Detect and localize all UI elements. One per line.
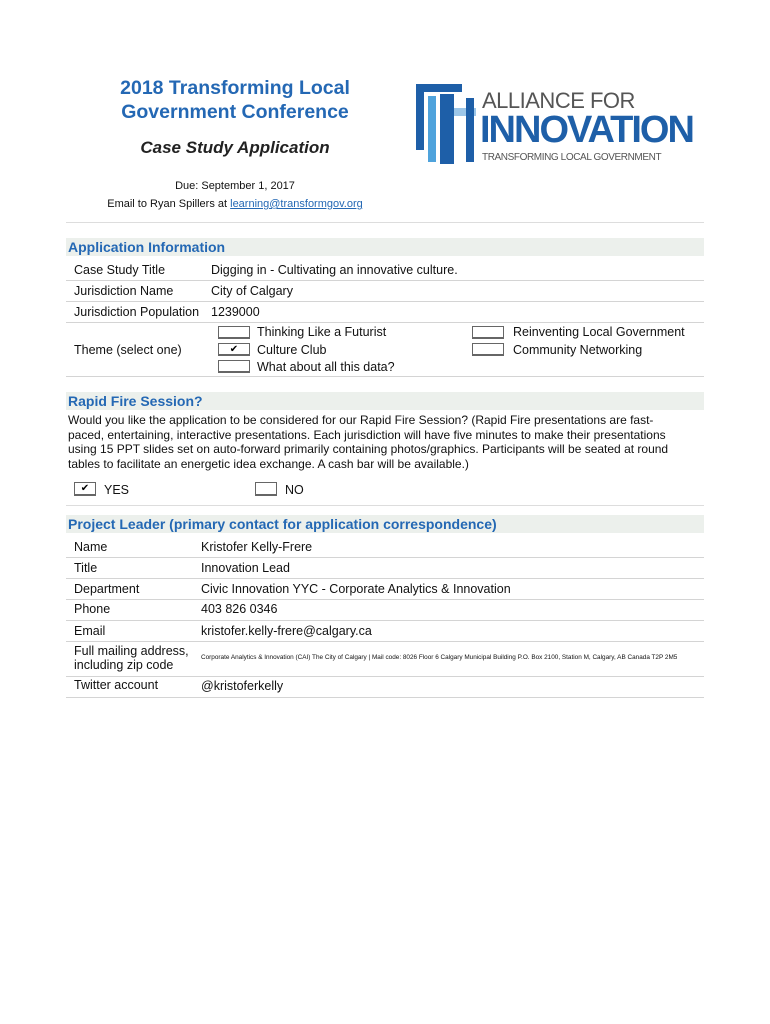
theme-checkbox-community[interactable] — [472, 343, 504, 356]
title-line-1: 2018 Transforming Local — [120, 77, 350, 99]
email-link[interactable]: learning@transformgov.org — [230, 198, 363, 210]
due-date: Due: September 1, 2017 — [175, 180, 295, 192]
leader-title-label: Title — [74, 561, 98, 575]
email-prefix: Email to Ryan Spillers at — [107, 198, 231, 210]
case-study-title-value[interactable]: Digging in - Cultivating an innovative culture. — [211, 263, 458, 277]
rapid-fire-no-label: NO — [285, 483, 304, 497]
jurisdiction-name-label: Jurisdiction Name — [74, 284, 174, 298]
case-study-title-label: Case Study Title — [74, 263, 166, 277]
leader-twitter-row — [66, 677, 704, 698]
leader-email-label: Email — [74, 624, 106, 638]
logo-line-3: TRANSFORMING LOCAL GOVERNMENT — [482, 152, 662, 163]
theme-label-culture-club: Culture Club — [257, 343, 327, 357]
logo-line-1: ALLIANCE FOR — [482, 88, 635, 113]
leader-phone-value[interactable]: 403 826 0346 — [201, 602, 278, 616]
jurisdiction-name-value[interactable]: City of Calgary — [211, 284, 293, 298]
leader-phone-row — [66, 600, 704, 621]
theme-checkbox-futurist[interactable] — [218, 326, 250, 339]
leader-twitter-label: Twitter account — [74, 678, 159, 692]
leader-name-row — [66, 537, 704, 558]
project-leader-heading: Project Leader (primary contact for application correspondence) — [66, 515, 704, 533]
rapid-fire-description — [68, 413, 704, 471]
rapid-fire-heading: Rapid Fire Session? — [66, 392, 704, 410]
case-study-title-row — [66, 260, 704, 281]
theme-row — [66, 323, 704, 377]
leader-twitter-value[interactable]: @kristoferkelly — [201, 679, 284, 693]
leader-department-value[interactable]: Civic Innovation YYC - Corporate Analytics & Innovation — [201, 582, 511, 596]
leader-mailing-row — [66, 642, 704, 677]
theme-checkbox-data[interactable] — [218, 360, 250, 373]
leader-email-value[interactable]: kristofer.kelly-frere@calgary.ca — [201, 624, 372, 638]
application-information-heading: Application Information — [66, 238, 704, 256]
rapid-fire-line-4: tables to facilitate an energetic idea exchange. A cash bar will be available.) — [68, 456, 469, 471]
jurisdiction-population-row — [66, 302, 704, 323]
title-line-2: Government Conference — [121, 101, 349, 123]
document-subtitle: Case Study Application — [140, 138, 330, 157]
leader-title-row — [66, 558, 704, 579]
leader-name-label: Name — [74, 540, 108, 554]
leader-title-value[interactable]: Innovation Lead — [201, 561, 290, 575]
leader-mailing-value[interactable]: Corporate Analytics & Innovation (CAI) The City of Calgary | Mail code: 8026 Floor 6 Calgary Municipal Building P.O. Box 2100, Station M, Calgary, AB Canada T2P 2M5 — [201, 654, 678, 661]
conference-title — [100, 76, 370, 124]
theme-label: Theme (select one) — [74, 343, 182, 357]
leader-department-row — [66, 579, 704, 600]
email-instruction — [60, 198, 410, 210]
theme-label-data: What about all this data? — [257, 360, 395, 374]
rapid-fire-yes-checkbox[interactable]: ✔ — [74, 482, 96, 496]
leader-department-label: Department — [74, 582, 140, 596]
leader-phone-label: Phone — [74, 602, 111, 616]
theme-label-futurist: Thinking Like a Futurist — [257, 325, 387, 339]
jurisdiction-population-value[interactable]: 1239000 — [211, 305, 260, 319]
divider — [66, 505, 704, 506]
mailing-label-line-1: Full mailing address, — [74, 644, 189, 658]
leader-name-value[interactable]: Kristofer Kelly-Frere — [201, 540, 313, 554]
jurisdiction-name-row — [66, 281, 704, 302]
divider — [66, 222, 704, 223]
leader-email-row — [66, 621, 704, 642]
logo-line-2: INNOVATION — [480, 109, 693, 151]
theme-checkbox-reinventing[interactable] — [472, 326, 504, 339]
rapid-fire-no-checkbox[interactable] — [255, 482, 277, 496]
rapid-fire-line-2: paced, entertaining, interactive presentations. Each jurisdiction will have five minutes to make their presentations — [68, 427, 666, 442]
rapid-fire-yes-label: YES — [104, 483, 130, 497]
mailing-label-line-2: including zip code — [74, 658, 174, 672]
rapid-fire-line-3: using 15 PPT slides set on auto-forward primarily containing photos/graphics. Participants will be seated at round — [68, 442, 669, 457]
rapid-fire-line-1: Would you like the application to be considered for our Rapid Fire Session? (Rapid Fire presentations are fast- — [68, 413, 654, 427]
jurisdiction-population-label: Jurisdiction Population — [74, 305, 200, 319]
theme-checkbox-culture-club[interactable]: ✔ — [218, 343, 250, 356]
alliance-for-innovation-logo — [416, 84, 693, 166]
theme-label-community: Community Networking — [513, 343, 643, 357]
leader-mailing-label — [74, 644, 189, 672]
theme-label-reinventing: Reinventing Local Government — [513, 325, 685, 339]
